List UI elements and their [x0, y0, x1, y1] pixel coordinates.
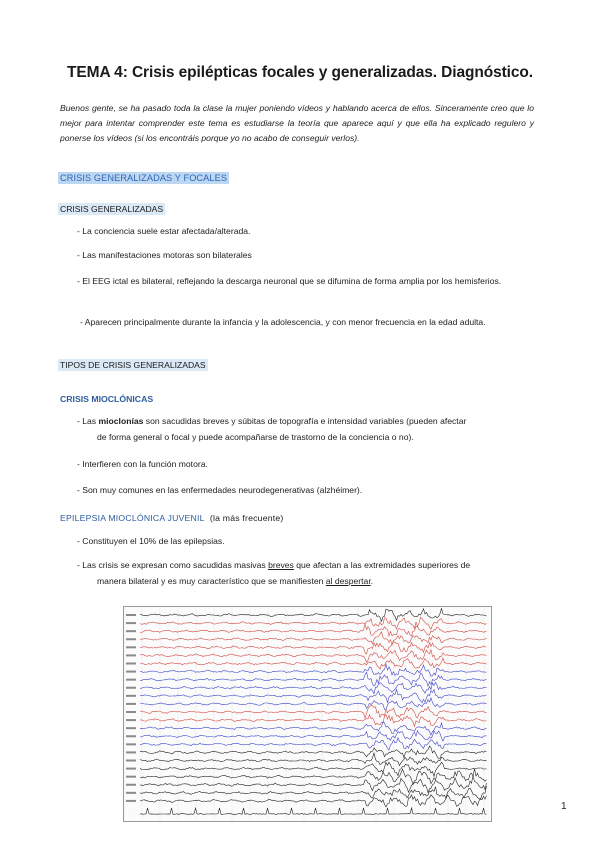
list-item-mioclonias — [77, 414, 533, 445]
text-fragment: manera bilateral y es muy característico que se manifiesten — [97, 575, 326, 586]
eeg-channel-label — [126, 719, 136, 721]
eeg-channel-label — [126, 695, 136, 697]
eeg-channel-label — [126, 630, 136, 632]
eeg-trace — [140, 753, 487, 766]
section-heading-tipos: TIPOS DE CRISIS GENERALIZADAS — [60, 360, 206, 370]
list-item: - Las manifestaciones motoras son bilaterales — [77, 250, 252, 260]
text-fragment: . — [370, 575, 374, 586]
eeg-trace — [140, 632, 487, 645]
eeg-trace — [140, 642, 487, 654]
subheading-mioclonicas: CRISIS MIOCLÓNICAS — [60, 394, 154, 404]
bold-term: mioclonías — [98, 416, 144, 426]
subheading-juvenil — [60, 513, 284, 523]
eeg-trace — [140, 698, 487, 710]
eeg-trace — [140, 746, 487, 758]
subheading-text: EPILEPSIA MIOCLÓNICA JUVENIL — [60, 513, 205, 523]
list-item: - El EEG ictal es bilateral, reflejando la descarga neuronal que se difumina de forma amplia por los hemisferios. — [77, 276, 502, 286]
page-title: TEMA 4: Crisis epilépticas focales y generalizadas. Diagnóstico. — [67, 64, 533, 81]
eeg-channel-label — [126, 687, 136, 689]
eeg-channel-label — [126, 776, 136, 778]
eeg-trace — [140, 738, 487, 750]
eeg-channel-label — [126, 614, 136, 616]
eeg-channel-label — [126, 711, 136, 713]
eeg-channel-label — [126, 784, 136, 786]
text-fragment: - Las crisis se expresan como sacudidas masivas — [77, 560, 269, 570]
list-item: - Son muy comunes en las enfermedades neurodegenerativas (alzhéimer). — [77, 485, 363, 495]
text-fragment: - Las — [77, 416, 99, 426]
eeg-trace — [140, 609, 487, 622]
eeg-channel-label — [126, 663, 136, 665]
eeg-channel-label — [126, 743, 136, 745]
eeg-channel-label — [126, 735, 136, 737]
underlined-term: al despertar — [325, 575, 371, 586]
eeg-trace — [140, 714, 487, 726]
section-heading-generalizadas: CRISIS GENERALIZADAS — [60, 204, 164, 214]
eeg-channel-label — [126, 768, 136, 770]
eeg-channel-label — [126, 622, 136, 624]
underlined-term: breves — [268, 560, 294, 570]
section-heading-generalizadas-focales: CRISIS GENERALIZADAS Y FOCALES — [60, 173, 228, 183]
eeg-trace — [140, 650, 487, 662]
eeg-trace — [140, 624, 487, 636]
eeg-trace — [140, 617, 487, 629]
eeg-ecg-trace — [140, 808, 487, 814]
list-item: - Constituyen el 10% de las epilepsias. — [77, 536, 225, 546]
text-fragment: que afectan a las extremidades superiores de — [293, 560, 471, 570]
text-fragment: de forma general o focal y puede acompañarse de trastorno de la conciencia o no). — [97, 431, 414, 442]
subheading-note: (la más frecuente) — [209, 513, 284, 523]
eeg-trace — [140, 731, 487, 742]
eeg-trace — [140, 795, 487, 807]
list-item: - Aparecen principalmente durante la infancia y la adolescencia, y con menor frecuencia en la edad adulta. — [80, 317, 486, 327]
eeg-channel-label — [126, 638, 136, 640]
intro-paragraph: Buenos gente, se ha pasado toda la clase la mujer poniendo vídeos y hablando acerca de ellos. Sinceramente creo que lo mejor para intentar comprender este tema es estudiarse la teoría que aparece aquí y que ella ha explicado regulero y ponerse los vídeos (si los encontráis porque yo no acabo de conseguir verlos). — [60, 103, 534, 143]
eeg-recording-image — [123, 606, 492, 822]
eeg-trace — [140, 762, 487, 776]
list-item-crisis — [77, 558, 533, 589]
eeg-channel-label — [126, 646, 136, 648]
eeg-channel-label — [126, 760, 136, 762]
eeg-channel-label — [126, 671, 136, 673]
text-fragment: son sacudidas breves y súbitas de topografía e intensidad variables (pueden afectar — [143, 416, 467, 426]
eeg-trace — [140, 689, 487, 703]
eeg-channel-label — [126, 654, 136, 656]
list-item: - Interfieren con la función motora. — [77, 459, 208, 469]
eeg-channel-label — [126, 703, 136, 705]
page-number: 1 — [561, 801, 567, 812]
eeg-channel-label — [126, 792, 136, 794]
eeg-channel-label — [126, 679, 136, 681]
eeg-trace — [140, 658, 487, 669]
eeg-channel-label — [126, 727, 136, 729]
eeg-trace — [140, 705, 487, 718]
list-item: - La conciencia suele estar afectada/alterada. — [77, 226, 251, 236]
eeg-channel-label — [126, 800, 136, 802]
eeg-channel-label — [126, 751, 136, 753]
eeg-trace — [140, 664, 487, 676]
eeg-trace — [140, 786, 487, 800]
